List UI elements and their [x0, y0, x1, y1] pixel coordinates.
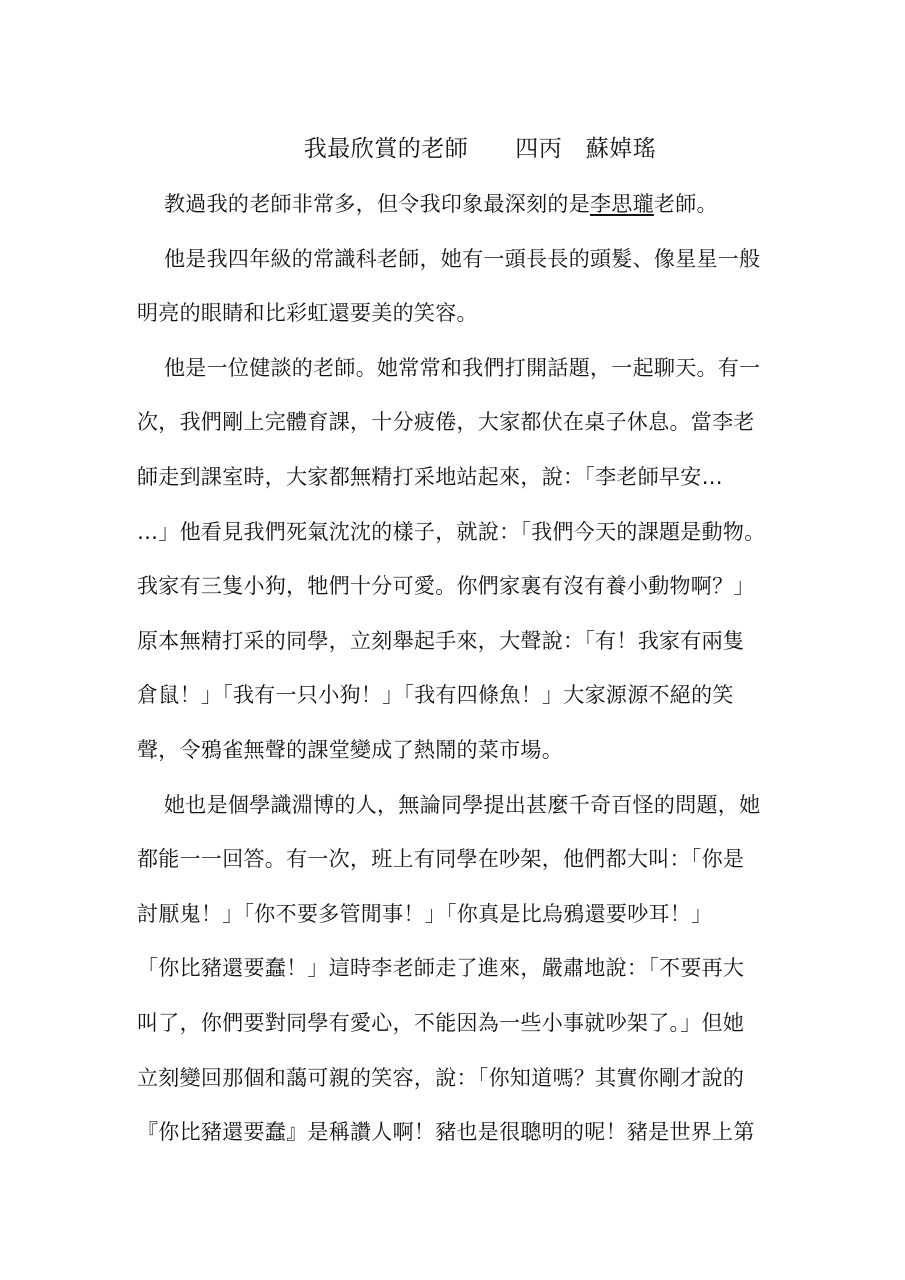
paragraph-4-line-6: 立刻變回那個和藹可親的笑容，說：「你知道嗎？其實你剛才說的: [137, 1065, 745, 1090]
paragraph-3-line-8: 聲，令鴉雀無聲的課堂變成了熱鬧的菜市場。: [137, 737, 563, 762]
paragraph-4-line-1: 她也是個學識淵博的人，無論同學提出甚麼千奇百怪的問題，她: [164, 792, 761, 817]
paragraph-3-line-6: 原本無精打采的同學，立刻舉起手來，大聲說：「有！我家有兩隻: [137, 628, 745, 653]
paragraph-4-line-4: 「你比豬還要蠢！」這時李老師走了進來，嚴肅地說：「不要再大: [137, 956, 745, 981]
paragraph-3-line-3: 師走到課室時，大家都無精打采地站起來，說：「李老師早安…: [137, 464, 723, 489]
paragraph-3-line-1: 他是一位健談的老師。她常常和我們打開話題，一起聊天。有一: [164, 355, 761, 380]
essay-title: 我最欣賞的老師 四丙 蘇婥瑤: [303, 136, 657, 162]
essay-body: [137, 185, 777, 1168]
paragraph-3-line-4: …」他看見我們死氣沈沈的樣子，就說：「我們今天的課題是動物。: [137, 519, 766, 544]
paragraph-3-line-5: 我家有三隻小狗，牠們十分可愛。你們家裏有沒有養小動物啊？」: [137, 574, 755, 599]
paragraph-4-line-3: 討厭鬼！」「你不要多管閒事！」「你真是比烏鴉還要吵耳！」: [137, 901, 713, 926]
paragraph-3-line-2: 次，我們剛上完體育課，十分疲倦，大家都伏在桌子休息。當李老: [137, 410, 755, 435]
paragraph-3-line-7: 倉鼠！」「我有一只小狗！」「我有四條魚！」大家源源不絕的笑: [137, 683, 734, 708]
text-segment: 老師。: [653, 192, 718, 216]
paragraph-1-line-1: [137, 185, 777, 240]
paragraph-4-line-7: 『你比豬還要蠢』是稱讚人啊！豬也是很聰明的呢！豬是世界上第: [137, 1120, 755, 1145]
paragraph-2-line-2: 明亮的眼睛和比彩虹還要美的笑容。: [137, 301, 478, 326]
text-segment: 教過我的老師非常多，但令我印象最深刻的是: [164, 192, 590, 216]
paragraph-4-line-2: 都能一一回答。有一次，班上有同學在吵架，他們都大叫：「你是: [137, 847, 745, 872]
teacher-name: 李思瓏: [590, 192, 654, 216]
paragraph-4-line-5: 叫了，你們要對同學有愛心，不能因為一些小事就吵架了。」但她: [137, 1010, 745, 1035]
paragraph-2-line-1: 他是我四年級的常識科老師，她有一頭長長的頭髮、像星星一般: [164, 246, 761, 271]
